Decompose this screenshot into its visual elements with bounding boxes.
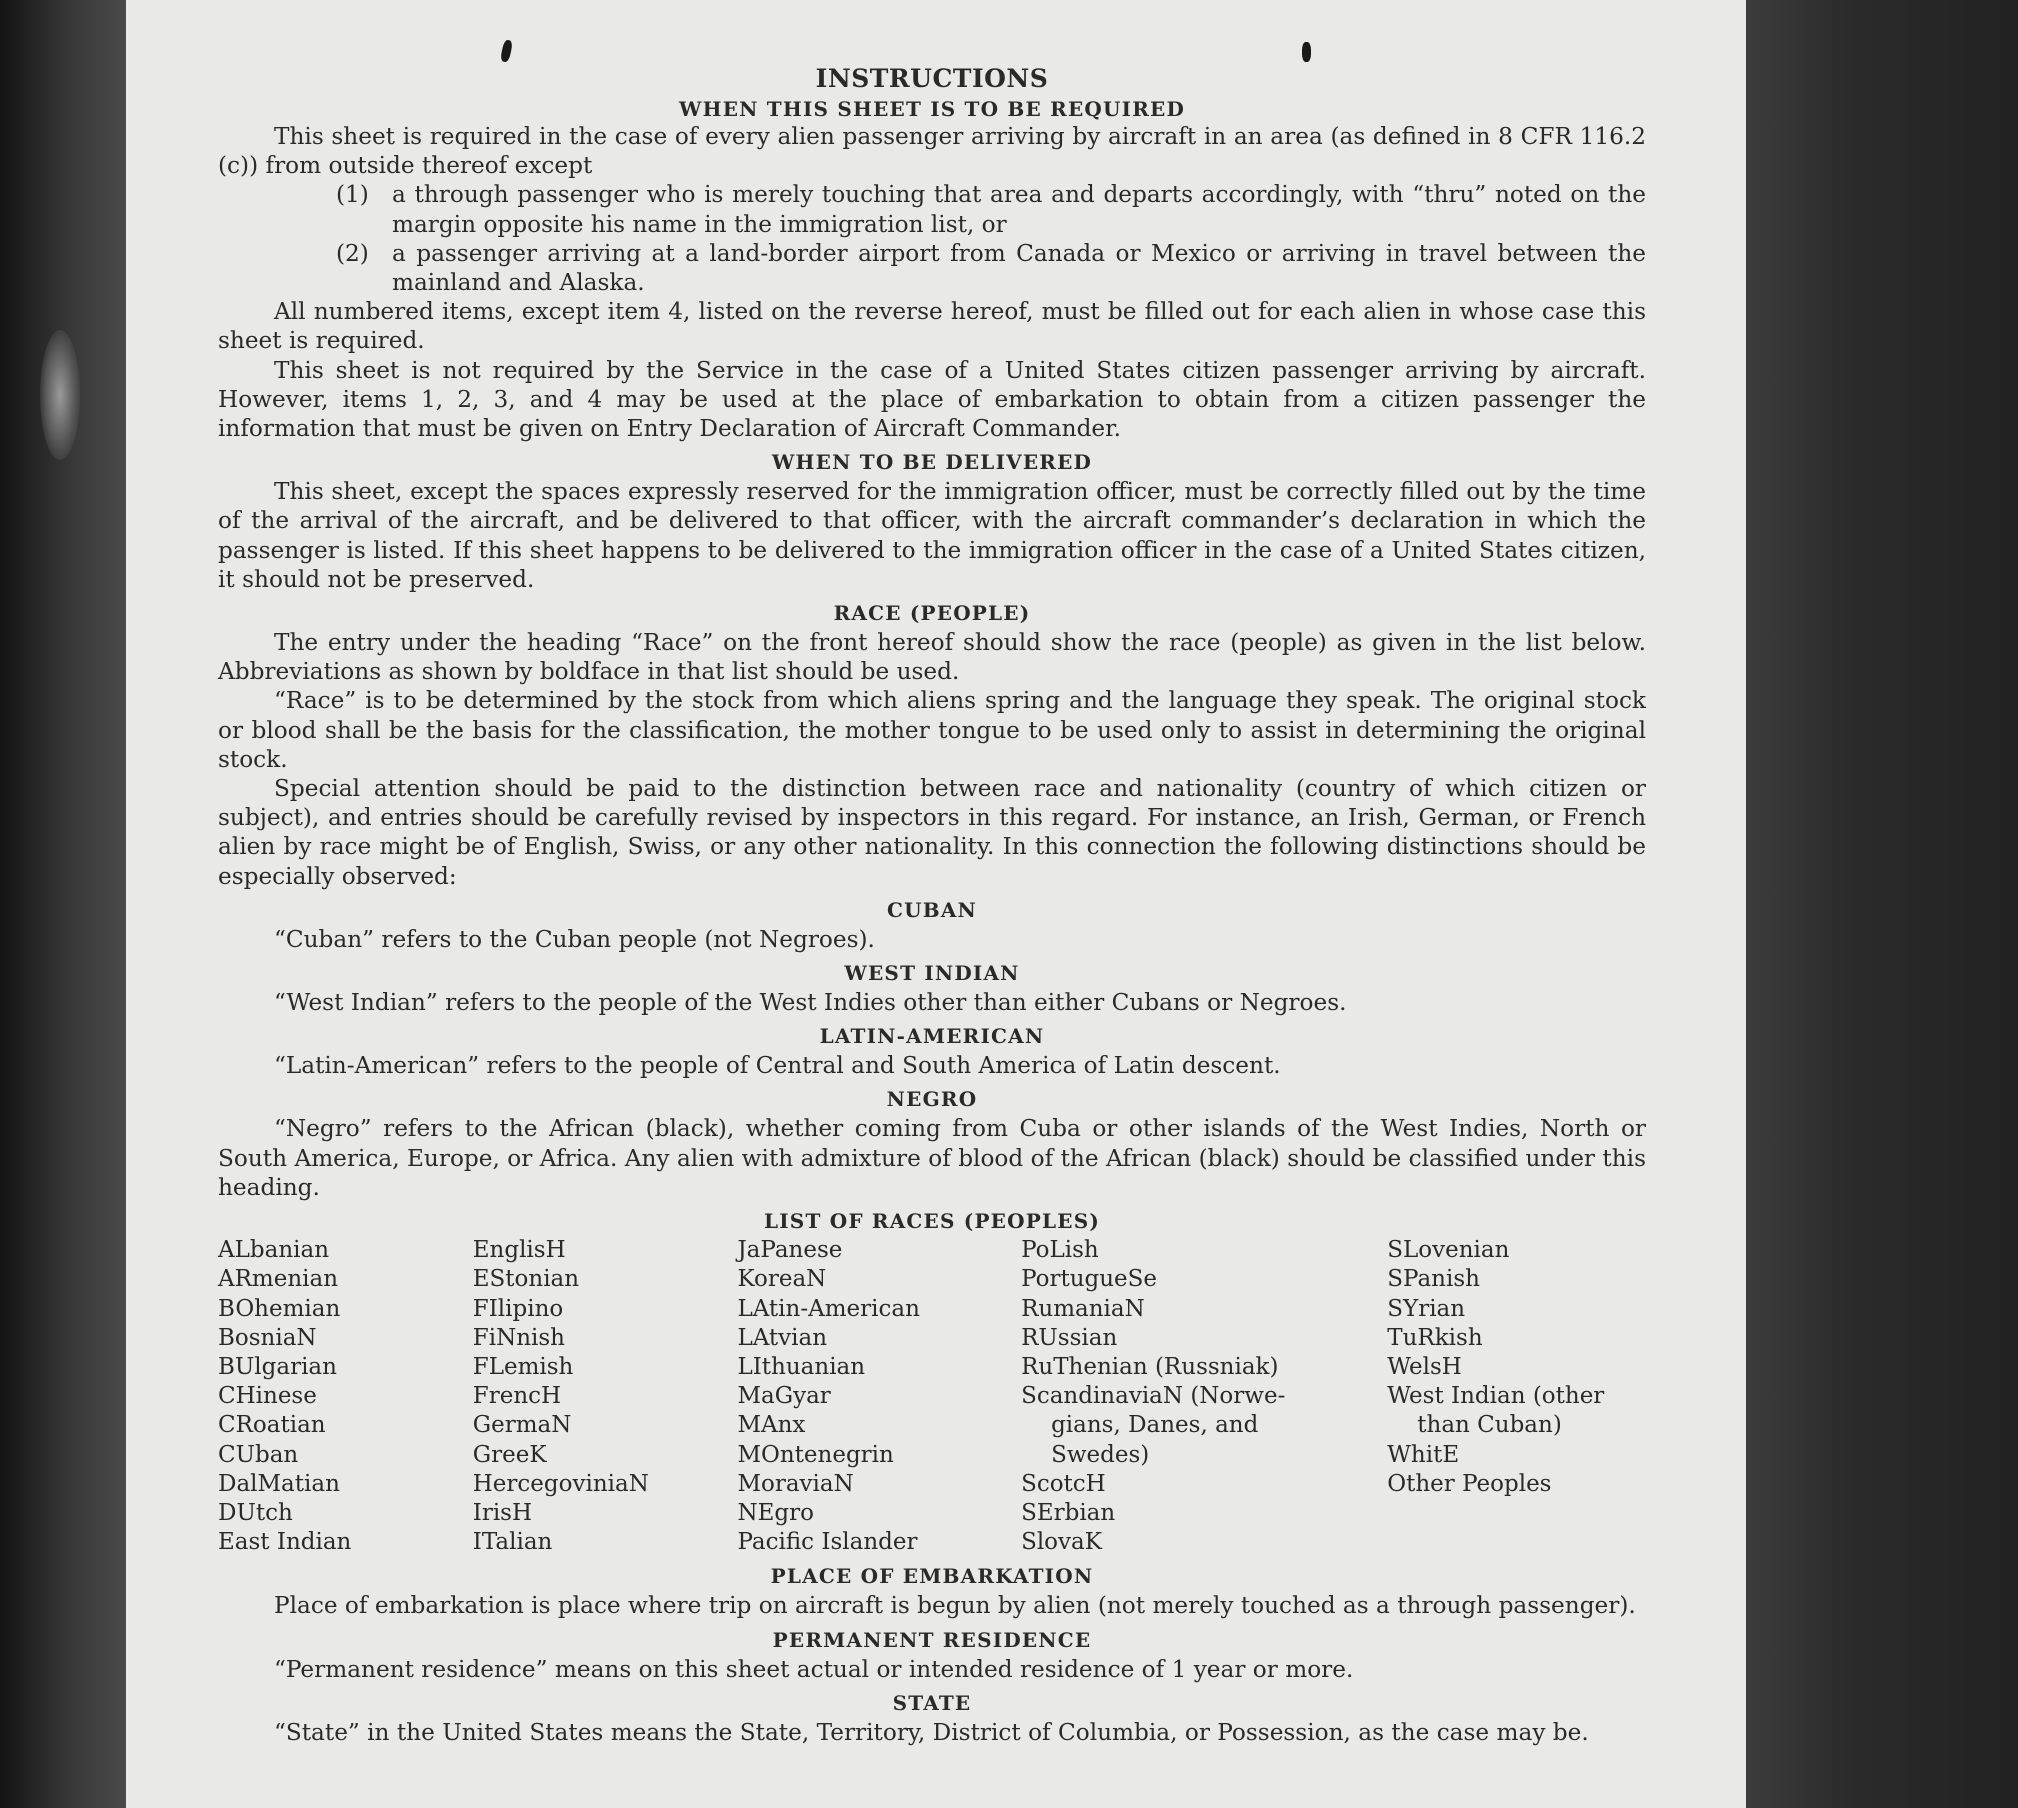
race-entry: EnglisH [472, 1237, 566, 1264]
race-entry: FIlipino [472, 1295, 564, 1322]
race-entry: TuRkish [1387, 1324, 1483, 1351]
race-entry: CHinese [218, 1383, 317, 1410]
race-entry: MaGyar [737, 1383, 831, 1410]
race-entry: WhitE [1387, 1441, 1460, 1468]
races-list [218, 1236, 1646, 1557]
page-title: INSTRUCTIONS [815, 64, 1049, 93]
section-heading-cuban: CUBAN [886, 897, 978, 922]
section-heading-negro: NEGRO [886, 1087, 978, 1112]
paragraph: “West Indian” refers to the people of the West Indies other than either Cubans or Negroes. [274, 989, 1347, 1017]
section-heading-state: STATE [892, 1690, 972, 1715]
race-entry: than Cuban) [1417, 1412, 1562, 1439]
item-number: (1) [336, 181, 369, 209]
race-entry: BosniaN [218, 1324, 317, 1351]
race-entry: gians, Danes, and [1051, 1412, 1259, 1439]
section-heading-list-of-races: LIST OF RACES (PEOPLES) [763, 1209, 1101, 1234]
race-entry: RUssian [1021, 1324, 1118, 1351]
paragraph: Special attention should be paid to the distinction between race and nationality (country of which citizen or subject), and entries should be carefully revised by inspectors in this regard. For instance, an Irish, German, or French alien by race might be of English, Swiss, or any other nationality. In this connection the following distinctions should be especially observed: [218, 775, 1646, 890]
race-entry: HercegoviniaN [472, 1470, 649, 1497]
race-entry: MAnx [737, 1412, 806, 1439]
paragraph: “State” in the United States means the State, Territory, District of Columbia, or Possession, as the case may be. [274, 1718, 1589, 1746]
race-entry: IrisH [472, 1499, 533, 1526]
paragraph: Place of embarkation is place where trip on aircraft is begun by alien (not merely touched as a through passenger). [274, 1592, 1636, 1620]
race-entry: JaPanese [737, 1237, 843, 1264]
race-entry: Pacific Islander [737, 1529, 918, 1556]
races-column [737, 1236, 1021, 1557]
scan-border-left [0, 0, 126, 1808]
race-entry: SLovenian [1387, 1237, 1510, 1264]
section-heading-latin-american: LATIN-AMERICAN [819, 1024, 1045, 1049]
race-entry: CRoatian [218, 1412, 326, 1439]
item-text: a through passenger who is merely touching that area and departs accordingly, with “thru” noted on the margin opposite his name in the immigration list, or [392, 181, 1646, 238]
section-heading-place-of-embarkation: PLACE OF EMBARKATION [770, 1564, 1094, 1589]
race-entry: SlovaK [1021, 1529, 1102, 1556]
race-entry: East Indian [218, 1529, 352, 1556]
race-entry: SPanish [1387, 1266, 1480, 1293]
item-text: a passenger arriving at a land-border airport from Canada or Mexico or arriving in travel between the mainland and Alaska. [392, 239, 1646, 297]
races-column [1021, 1236, 1387, 1557]
races-column [218, 1236, 473, 1557]
race-entry: NEgro [737, 1499, 814, 1526]
paragraph: The entry under the heading “Race” on the front hereof should show the race (people) as given in the list below. Abbreviations as shown by boldface in that list should be used. [218, 629, 1646, 686]
race-entry: FLemish [472, 1353, 574, 1380]
document-page [126, 0, 1746, 1808]
race-entry: Other Peoples [1387, 1470, 1552, 1497]
paragraph: This sheet is not required by the Service in the case of a United States citizen passenger arriving by aircraft. However, items 1, 2, 3, and 4 may be used at the place of embarkation to obtain from a citizen passenger the information that must be given on Entry Declaration of Aircraft Commander. [218, 356, 1646, 443]
paragraph: “Latin-American” refers to the people of Central and South America of Latin descent. [274, 1052, 1281, 1080]
paragraph: This sheet is required in the case of every alien passenger arriving by aircraft in an area (as defined in 8 CFR 116.2 (c)) from outside thereof except [218, 123, 1646, 180]
race-entry: EStonian [472, 1266, 580, 1293]
race-entry: WelsH [1387, 1353, 1462, 1380]
section-heading-west-indian: WEST INDIAN [844, 961, 1020, 986]
race-entry: DUtch [218, 1499, 293, 1526]
races-column [1387, 1236, 1646, 1557]
paragraph: “Permanent residence” means on this sheet actual or intended residence of 1 year or more. [274, 1655, 1354, 1683]
paragraph: “Cuban” refers to the Cuban people (not Negroes). [274, 925, 875, 953]
race-entry: Swedes) [1051, 1441, 1150, 1468]
race-entry: ScandinaviaN (Norwe- [1021, 1383, 1286, 1410]
race-entry: FrencH [472, 1383, 562, 1410]
section-heading-when-required: WHEN THIS SHEET IS TO BE REQUIRED [678, 97, 1186, 121]
race-entry: ALbanian [218, 1237, 330, 1264]
list-item [336, 239, 1646, 297]
list-item [336, 180, 1646, 238]
race-entry: ScotcH [1021, 1470, 1106, 1497]
race-entry: LIthuanian [737, 1353, 866, 1380]
race-entry: GermaN [472, 1412, 572, 1439]
ink-mark [500, 39, 513, 62]
race-entry: SYrian [1387, 1295, 1466, 1322]
race-entry: CUban [218, 1441, 299, 1468]
scan-border-right [1746, 0, 2018, 1808]
section-heading-when-delivered: WHEN TO BE DELIVERED [771, 450, 1093, 475]
race-entry: BUlgarian [218, 1353, 337, 1380]
race-entry: West Indian (other [1387, 1383, 1605, 1410]
races-column [473, 1236, 738, 1557]
race-entry: ARmenian [218, 1266, 339, 1293]
race-entry: SErbian [1021, 1499, 1116, 1526]
paragraph: This sheet, except the spaces expressly reserved for the immigration officer, must be correctly filled out by the time of the arrival of the aircraft, and be delivered to that officer, with the aircraft commander’s declaration in which the passenger is listed. If this sheet happens to be delivered to the immigration officer in the case of a United States citizen, it should not be preserved. [218, 478, 1646, 593]
paragraph: “Negro” refers to the African (black), whether coming from Cuba or other islands of the West Indies, North or South America, Europe, or Africa. Any alien with admixture of blood of the African (black) should be classified under this heading. [218, 1115, 1646, 1201]
race-entry: PoLish [1021, 1237, 1099, 1264]
section-heading-permanent-residence: PERMANENT RESIDENCE [772, 1627, 1092, 1652]
item-number: (2) [336, 239, 369, 267]
scan-glare [40, 330, 80, 460]
race-entry: FiNnish [472, 1324, 565, 1351]
race-entry: MOntenegrin [737, 1441, 894, 1468]
race-entry: RuThenian (Russniak) [1021, 1353, 1279, 1380]
race-entry: KoreaN [737, 1266, 827, 1293]
paragraph: “Race” is to be determined by the stock from which aliens spring and the language they speak. The original stock or blood shall be the basis for the classification, the mother tongue to be used only to assist in determining the original stock. [218, 687, 1646, 773]
race-entry: LAtvian [737, 1324, 828, 1351]
section-heading-race: RACE (PEOPLE) [833, 601, 1031, 626]
race-entry: RumaniaN [1021, 1295, 1145, 1322]
race-entry: BOhemian [218, 1295, 341, 1322]
ink-mark [1302, 42, 1311, 62]
race-entry: MoraviaN [737, 1470, 854, 1497]
race-entry: DalMatian [218, 1470, 340, 1497]
race-entry: GreeK [472, 1441, 547, 1468]
race-entry: PortugueSe [1021, 1266, 1158, 1293]
paragraph: All numbered items, except item 4, listed on the reverse hereof, must be filled out for each alien in whose case this sheet is required. [218, 298, 1646, 355]
race-entry: ITalian [472, 1529, 553, 1556]
race-entry: LAtin-American [737, 1295, 920, 1322]
